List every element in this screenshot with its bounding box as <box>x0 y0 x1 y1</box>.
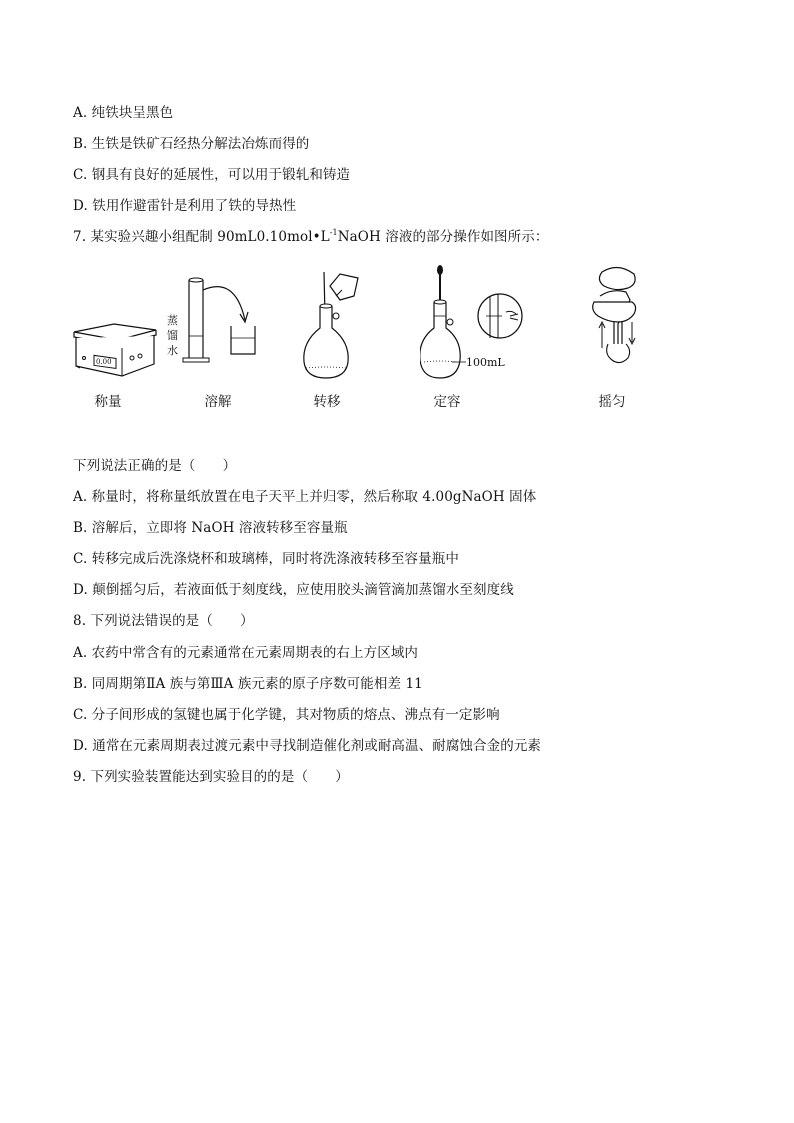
transfer-drawing <box>296 266 366 384</box>
q8-option-d: D. 通常在元素周期表过渡元素中寻找制造催化剂或耐高温、耐腐蚀合金的元素 <box>73 738 542 754</box>
flask-volume-label: 100mL <box>466 356 505 369</box>
q6-option-d: D. 铁用作避雷针是利用了铁的导热性 <box>73 198 297 214</box>
q7-stem <box>73 229 548 245</box>
shake-figure <box>588 262 648 382</box>
caption-weigh: 称量 <box>94 394 122 410</box>
q7-stem-pre: 7. 某实验兴趣小组配制 90mL0.10mol•L <box>73 229 330 245</box>
q7-stem-sup: -1 <box>329 228 338 237</box>
q6-option-b: B. 生铁是铁矿石经热分解法冶炼而得的 <box>73 136 310 152</box>
q6-option-c: C. 钢具有良好的延展性，可以用于锻轧和铸造 <box>73 167 351 183</box>
q7-option-c: C. 转移完成后洗涤烧杯和玻璃棒，同时将洗涤液转移至容量瓶中 <box>73 551 459 567</box>
caption-transfer: 转移 <box>313 394 341 410</box>
q7-option-a: A. 称量时，将称量纸放置在电子天平上并归零，然后称取 4.00gNaOH 固体 <box>73 489 537 505</box>
balance-figure <box>70 318 160 380</box>
electronic-balance-drawing <box>70 318 160 380</box>
q7-option-b: B. 溶解后，立即将 NaOH 溶液转移至容量瓶 <box>73 520 348 536</box>
fix-volume-figure <box>420 262 530 386</box>
distilled-water-label-3: 水 <box>167 344 178 357</box>
q8-option-b: B. 同周期第ⅡA 族与第ⅢA 族元素的原子序数可能相差 11 <box>73 676 423 692</box>
q9-stem: 9. 下列实验装置能达到实验目的的是（ ） <box>73 769 349 785</box>
fix-volume-drawing <box>420 262 530 386</box>
q7-option-d: D. 颠倒摇匀后，若液面低于刻度线，应使用胶头滴管滴加蒸馏水至刻度线 <box>73 582 514 598</box>
caption-fix-volume: 定容 <box>433 394 461 410</box>
shake-drawing <box>588 262 648 382</box>
q8-option-c: C. 分子间形成的氢键也属于化学键，其对物质的熔点、沸点有一定影响 <box>73 707 500 723</box>
balance-display: 0.00 <box>96 358 112 366</box>
distilled-water-label-2: 馏 <box>167 329 178 342</box>
q8-option-a: A. 农药中常含有的元素通常在元素周期表的右上方区域内 <box>73 645 419 661</box>
caption-dissolve: 溶解 <box>204 394 232 410</box>
distilled-water-label-1: 蒸 <box>167 314 178 327</box>
q7-prompt: 下列说法正确的是（ ） <box>73 458 237 474</box>
dissolve-drawing <box>155 276 265 366</box>
q6-option-a: A. 纯铁块呈黑色 <box>73 105 174 121</box>
q8-stem: 8. 下列说法错误的是（ ） <box>73 613 254 629</box>
dissolve-figure <box>155 276 265 366</box>
caption-shake: 摇匀 <box>598 394 626 410</box>
q7-stem-post: NaOH 溶液的部分操作如图所示： <box>337 229 549 245</box>
transfer-figure <box>296 266 366 384</box>
